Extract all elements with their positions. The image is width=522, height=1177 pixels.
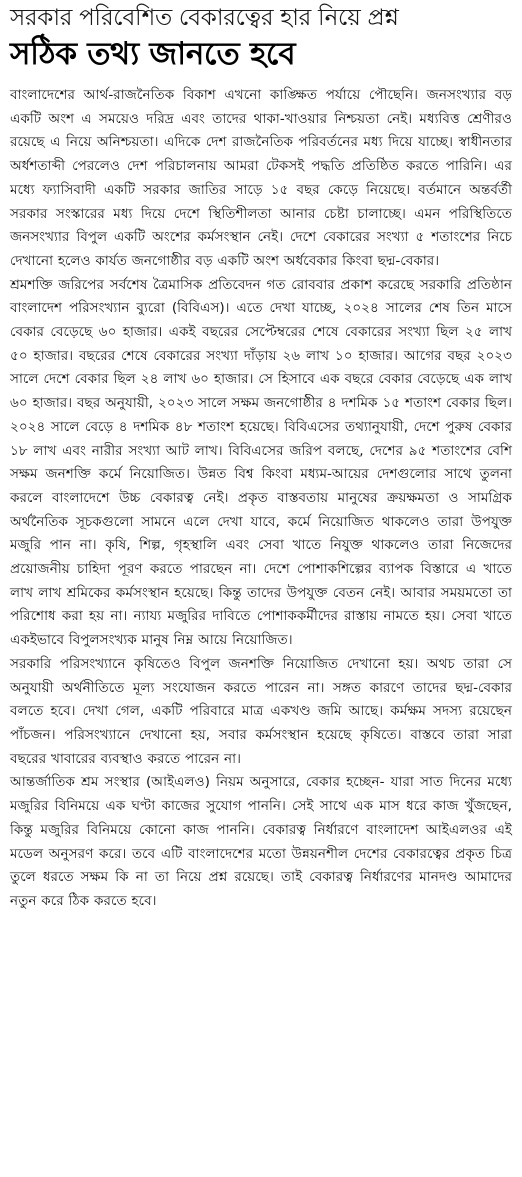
article-body	[10, 84, 512, 914]
article-paragraph: শ্রমশক্তি জরিপের সর্বশেষ ত্রৈমাসিক প্রতিবেদন গত রোববার প্রকাশ করেছে সরকারি প্রতিষ্ঠান বাংলাদেশ পরিসংখ্যান ব্যুরো (বিবিএস)। এতে দেখা যাচ্ছে, ২০২৪ সালের শেষ তিন মাসে বেকার বেড়েছে ৬০ হাজার। একই বছরের সেপ্টেম্বরের শেষে বেকারের সংখ্যা ছিল ২৫ লাখ ৫০ হাজার। বছরের শেষে বেকারের সংখ্যা দাঁড়ায় ২৬ লাখ ১০ হাজার। আগের বছর ২০২৩ সালে দেশে বেকার ছিল ২৪ লাখ ৬০ হাজার। সে হিসাবে এক বছরে বেকার বেড়েছে এক লাখ ৬০ হাজার। বছর অনুযায়ী, ২০২৩ সালে সক্ষম জনগোষ্ঠীর ৪ দশমিক ১৫ শতাংশ বেকার ছিল। ২০২৪ সালে বেড়ে ৪ দশমিক ৪৮ শতাংশ হয়েছে। বিবিএসের তথ্যানুযায়ী, দেশে পুরুষ বেকার ১৮ লাখ এবং নারীর সংখ্যা আট লাখ। বিবিএসের জরিপ বলছে, দেশের ৯৫ শতাংশের বেশি সক্ষম জনশক্তি কর্মে নিয়োজিত। উন্নত বিশ্ব কিংবা মধ্যম-আয়ের দেশগুলোর সাথে তুলনা করলে বাংলাদেশে উচ্চ বেকারত্ব নেই। প্রকৃত বাস্তবতায় মানুষের ক্রয়ক্ষমতা ও সামগ্রিক অর্থনৈতিক সূচকগুলো সামনে এলে দেখা যাবে, কর্মে নিয়োজিত থাকলেও তারা উপযুক্ত মজুরি পান না। কৃষি, শিল্প, গৃহস্থালি এবং সেবা খাতে নিযুক্ত থাকলেও তারা নিজেদের প্রয়োজনীয় চাহিদা পূরণ করতে পারছেন না। দেশে পোশাকশিল্পের ব্যাপক বিস্তারে এ খাতে লাখ লাখ শ্রমিকের কর্মসংস্থান হয়েছে। কিন্তু তাদের উপযুক্ত বেতন নেই। আবার সময়মতো তা পরিশোধ করা হয় না। ন্যায্য মজুরির দাবিতে পোশাককর্মীদের রাস্তায় নামতে হয়। সেবা খাতে একইভাবে বিপুলসংখ্যক মানুষ নিম্ন আয়ে নিয়োজিত।	[10, 276, 512, 649]
article-paragraph: বাংলাদেশের আর্থ-রাজনৈতিক বিকাশ এখনো কাঙ্ক্ষিত পর্যায়ে পৌছেনি। জনসংখ্যার বড় একটি অংশ এ সময়েও দরিদ্র এবং তাদের থাকা-খাওয়ার নিশ্চয়তা নেই। মধ্যবিত্ত শ্রেণীরও রয়েছে এ নিয়ে অনিশ্চয়তা। এদিকে দেশ রাজনৈতিক পরিবর্তনের মধ্য দিয়ে যাচ্ছে। স্বাধীনতার অর্ধশতাব্দী পেরলেও দেশ পরিচালনায় আমরা টেকসই পদ্ধতি প্রতিষ্ঠিত করতে পারিনি। এর মধ্যে ফ্যাসিবাদী একটি সরকার জাতির সাড়ে ১৫ বছর কেড়ে নিয়েছে। বর্তমানে অন্তর্বর্তী সরকার সংস্কারের মধ্য দিয়ে দেশে স্থিতিশীলতা আনার চেষ্টা চালাচ্ছে। এমন পরিস্থিতিতে জনসংখ্যার বিপুল একটি অংশের কর্মসংস্থান নেই। দেশে বেকারের সংখ্যা ৫ শতাংশের নিচে দেখানো হলেও কার্যত জনগোষ্ঠীর বড় একটি অংশ অর্ধবেকার কিংবা ছদ্ম-বেকার।	[10, 87, 512, 269]
article-paragraph: আন্তর্জাতিক শ্রম সংস্থার (আইএলও) নিয়ম অনুসারে, বেকার হচ্ছেন- যারা সাত দিনের মধ্যে মজুরির বিনিময়ে এক ঘণ্টা কাজের সুযোগ পাননি। সেই সাথে এক মাস ধরে কাজ খুঁজছেন, কিন্তু মজুরির বিনিময়ে কোনো কাজ পাননি। বেকারত্ব নির্ধারণে বাংলাদেশ আইএলওর এই মডেল অনুসরণ করে। তবে এটি বাংলাদেশের মতো উন্নয়নশীল দেশের বেকারত্বের প্রকৃত চিত্র তুলে ধরতে সক্ষম কি না তা নিয়ে প্রশ্ন রয়েছে। তাই বেকারত্ব নির্ধারণের মানদণ্ড আমাদের নতুন করে ঠিক করতে হবে।	[10, 774, 512, 909]
article-title: সঠিক তথ্য জানতে হবে	[10, 36, 296, 72]
headline-block	[10, 2, 512, 74]
article-kicker: সরকার পরিবেশিত বেকারত্বের হার নিয়ে প্রশ্ন	[10, 5, 399, 31]
article-paragraph: সরকারি পরিসংখ্যানে কৃষিতেও বিপুল জনশক্তি নিয়োজিত দেখানো হয়। অথচ তারা সে অনুযায়ী অর্থনীতিতে মূল্য সংযোজন করতে পারেন না। সঙ্গত কারণে তাদের ছদ্ম-বেকার বলতে হবে। দেখা গেল, একটি পরিবারে মাত্র একখণ্ড জমি আছে। কর্মক্ষম সদস্য রয়েছেন পাঁচজন। পরিসংখ্যানে দেখানো হয়, সবার কর্মসংস্থান হয়েছে কৃষিতে। বাস্তবে তারা সারা বছরের খাবারের ব্যবস্থাও করতে পারেন না।	[10, 655, 512, 767]
